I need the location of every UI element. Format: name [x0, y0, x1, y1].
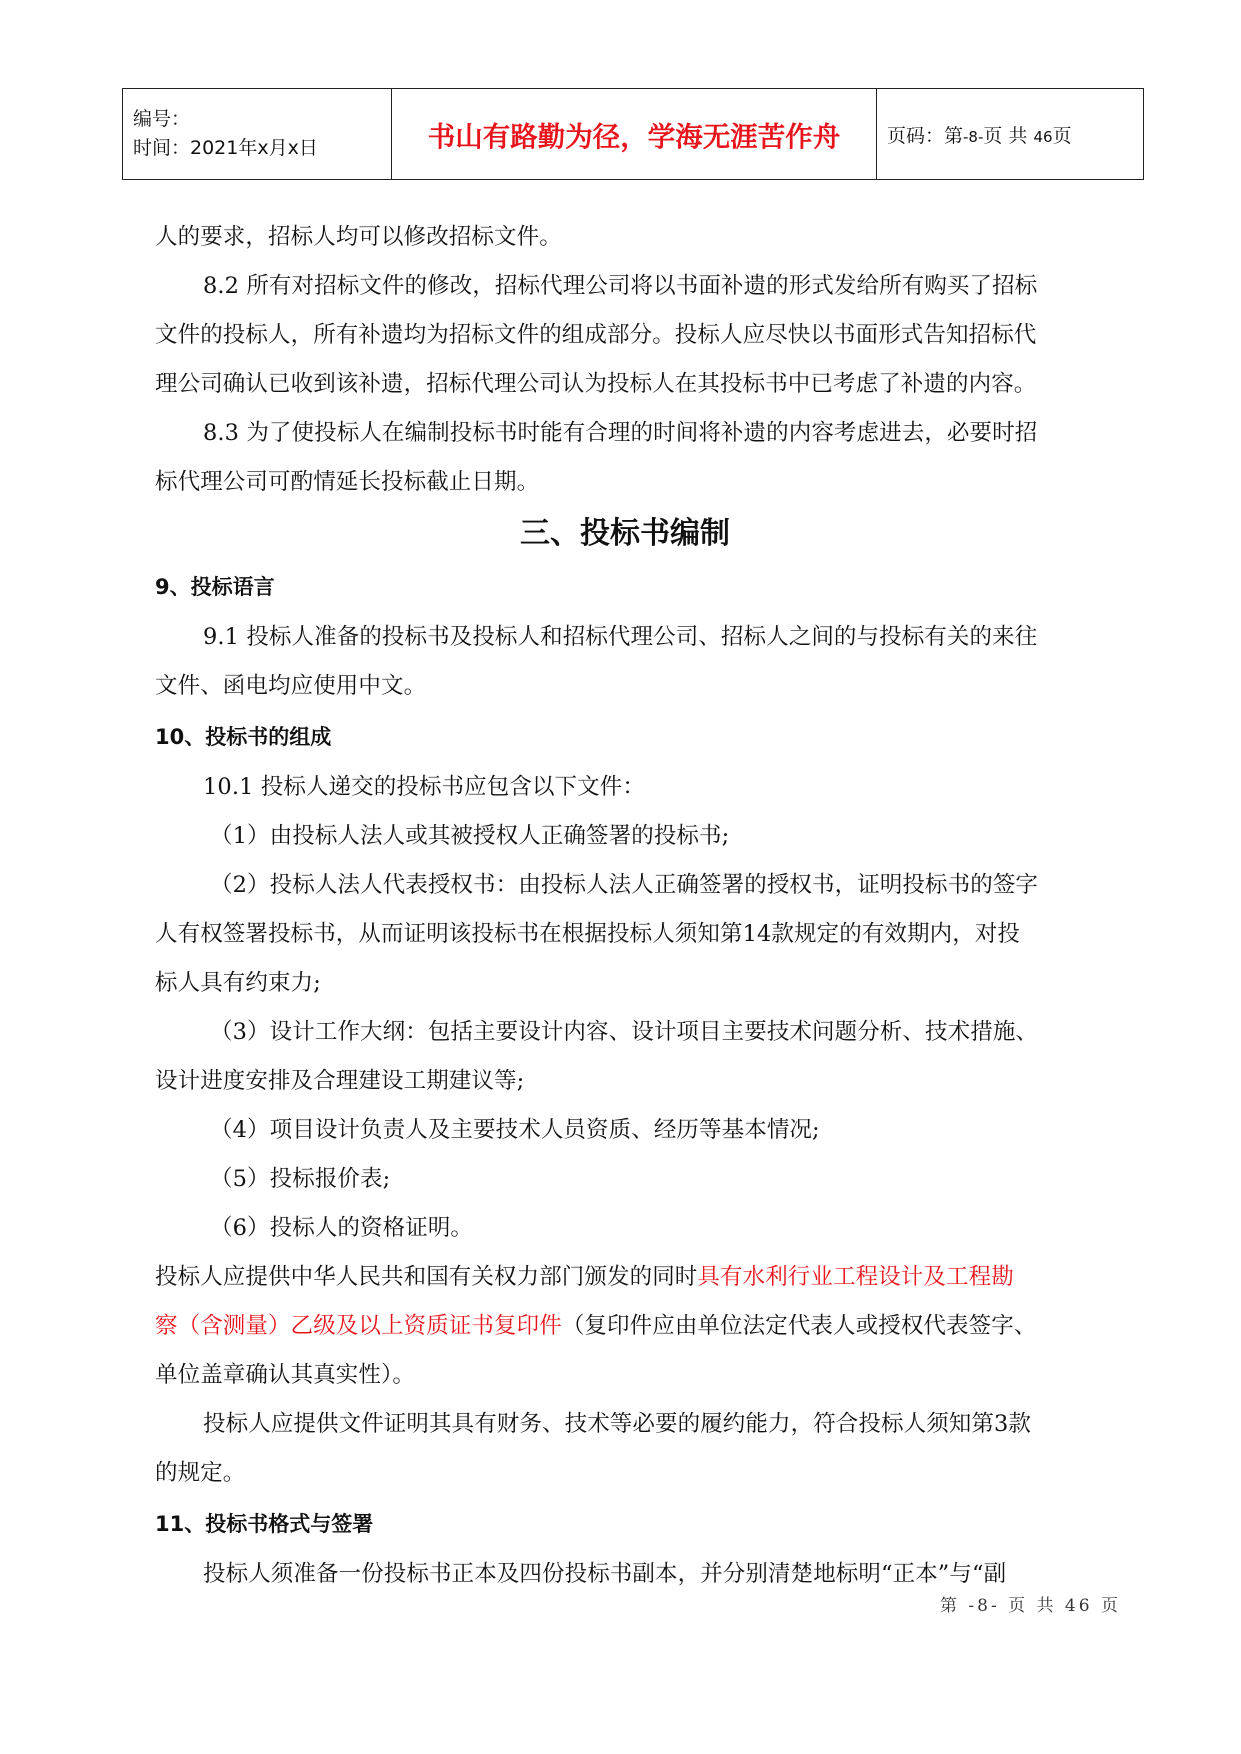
paragraph-line: 8.3 为了使投标人在编制投标书时能有合理的时间将补遗的内容考虑进去，必要时招: [203, 420, 1038, 446]
paragraph-line: 标人具有约束力;: [155, 970, 321, 996]
paragraph-line: 文件、函电均应使用中文。: [155, 673, 427, 699]
page-footer: 第 -8- 页 共 46 页: [940, 1596, 1121, 1616]
chapter-title: 三、投标书编制: [520, 516, 730, 551]
paragraph-line: 9.1 投标人准备的投标书及投标人和招标代理公司、招标人之间的与投标有关的来往: [203, 624, 1038, 650]
paragraph-line: 文件的投标人，所有补遗均为招标文件的组成部分。投标人应尽快以书面形式告知招标代: [155, 322, 1037, 348]
page-suffix: 页: [1052, 124, 1072, 147]
page-current: -8-: [963, 127, 984, 146]
header-page-number: [877, 89, 1144, 180]
serial-number-label: 编号：: [133, 108, 191, 130]
qualification-text: 投标人应提供中华人民共和国有关权力部门颁发的同时: [155, 1264, 698, 1290]
date-label: 时间：2021年x月x日: [133, 137, 318, 159]
list-item: （4）项目设计负责人及主要技术人员资质、经历等基本情况;: [210, 1117, 820, 1143]
list-item: （3）设计工作大纲：包括主要设计内容、设计项目主要技术问题分析、技术措施、: [210, 1019, 1039, 1045]
list-item: （2）投标人法人代表授权书：由投标人法人正确签署的授权书，证明投标书的签字: [210, 872, 1039, 898]
paragraph-line: [155, 1302, 1115, 1351]
page-total: 46: [1033, 127, 1053, 146]
qualification-text: （复印件应由单位法定代表人或授权代表签字、: [561, 1313, 1037, 1339]
paragraph-line: 人的要求，招标人均可以修改招标文件。: [155, 224, 562, 250]
qualification-highlight: 察（含测量）乙级及以上资质证书复印件: [155, 1313, 562, 1339]
qualification-highlight: 具有水利行业工程设计及工程勘: [697, 1264, 1014, 1290]
header-info-cell: [123, 89, 392, 180]
page-prefix: 页码：第: [887, 124, 964, 147]
paragraph-line: 人有权签署投标书，从而证明该投标书在根据投标人须知第14款规定的有效期内，对投: [155, 921, 1021, 947]
list-item: （5）投标报价表;: [210, 1166, 391, 1192]
paragraph-line: 的规定。: [155, 1460, 246, 1486]
paragraph-line: 8.2 所有对招标文件的修改，招标代理公司将以书面补遗的形式发给所有购买了招标: [203, 273, 1038, 299]
paragraph-line: 投标人应提供文件证明其具有财务、技术等必要的履约能力，符合投标人须知第3款: [203, 1411, 1032, 1437]
document-header: [122, 88, 1144, 180]
paragraph-line: 标代理公司可酌情延长投标截止日期。: [155, 469, 540, 495]
header-motto: 书山有路勤为径，学海无涯苦作舟: [392, 89, 877, 180]
paragraph-line: 设计进度安排及合理建设工期建议等;: [155, 1068, 525, 1094]
paragraph-line: 10.1 投标人递交的投标书应包含以下文件：: [203, 774, 645, 800]
paragraph-line: 理公司确认已收到该补遗，招标代理公司认为投标人在其投标书中已考虑了补遗的内容。: [155, 371, 1037, 397]
section-heading: 11、投标书格式与签署: [155, 1512, 374, 1536]
list-item: （6）投标人的资格证明。: [210, 1215, 474, 1241]
page-mid: 页 共: [983, 124, 1028, 147]
document-body: [155, 213, 1115, 1599]
section-heading: 9、投标语言: [155, 575, 275, 599]
paragraph-line: 投标人须准备一份投标书正本及四份投标书副本，并分别清楚地标明“正本”与“副: [203, 1561, 1007, 1587]
list-item: （1）由投标人法人或其被授权人正确签署的投标书;: [210, 823, 730, 849]
paragraph-line: [155, 1253, 1115, 1302]
section-heading: 10、投标书的组成: [155, 725, 332, 749]
paragraph-line: 单位盖章确认其真实性）。: [155, 1362, 415, 1388]
